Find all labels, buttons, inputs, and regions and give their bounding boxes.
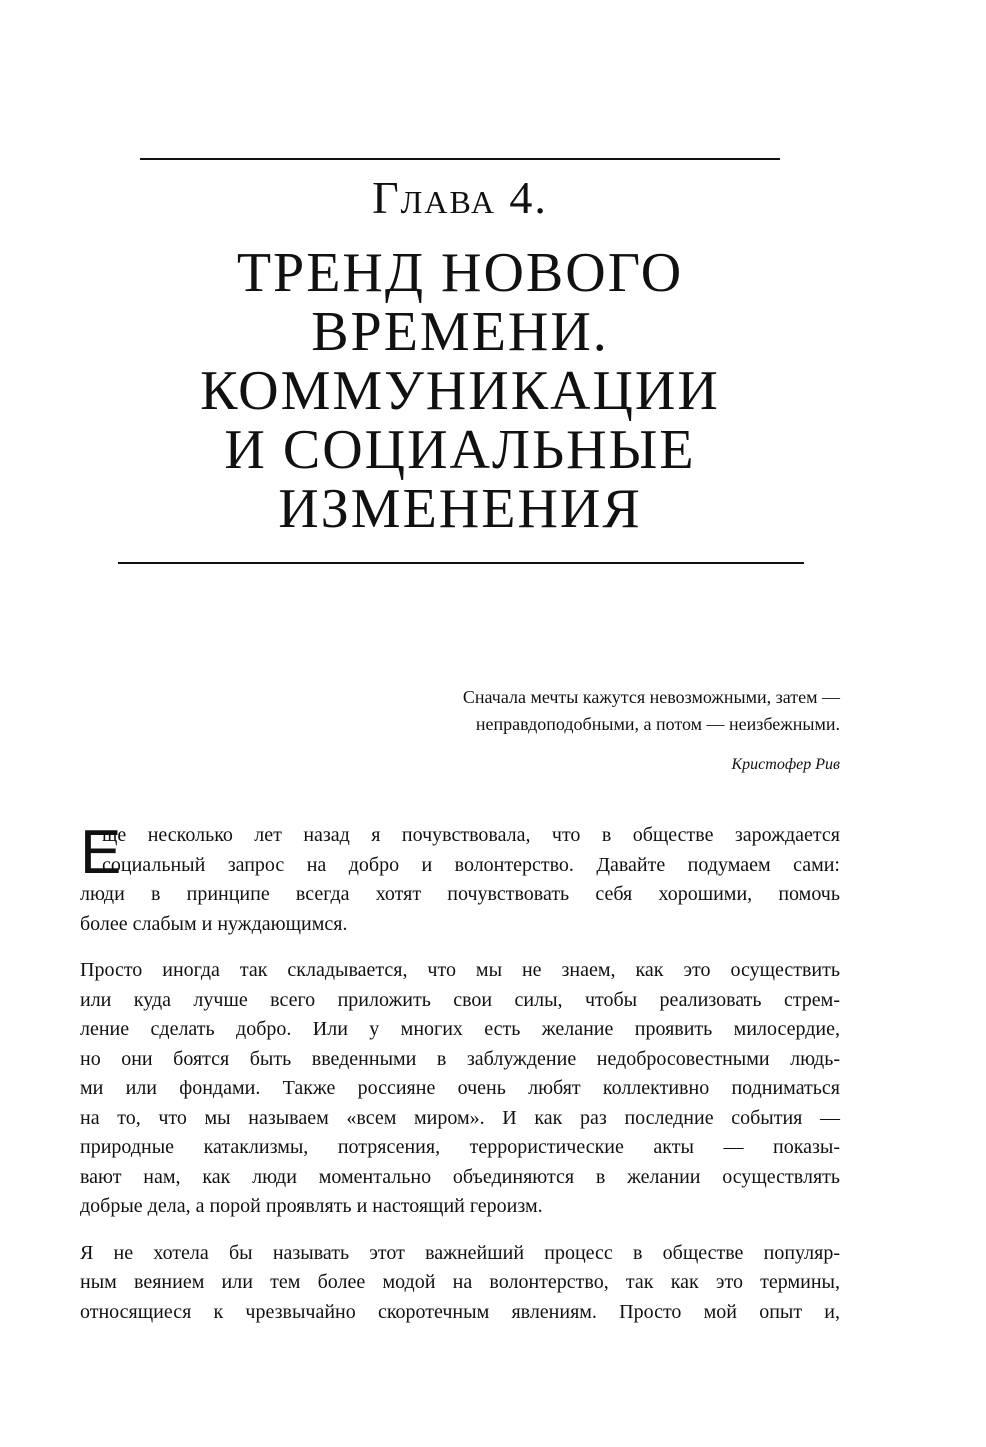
body-text [80, 818, 840, 1344]
chapter-title-line: ИЗМЕНЕНИЯ [278, 478, 642, 540]
paragraph-line: относящиеся к чрезвычайно скоротечным явлениям. Просто мой опыт и, [80, 1300, 840, 1323]
epigraph-line: неправдоподобными, а потом — неизбежными. [475, 714, 840, 734]
paragraph-line: люди в принципе всегда хотят почувствовать себя хорошими, помочь [80, 883, 840, 905]
paragraph [80, 1239, 840, 1328]
paragraph-line: более слабым и нуждающимся. [80, 912, 348, 935]
paragraph-line: Просто иногда так складывается, что мы не знаем, как это осуществить [80, 959, 840, 981]
epigraph-line: Сначала мечты кажутся невозможными, затем — [462, 687, 840, 707]
chapter-label: Глава 4. [372, 172, 548, 223]
chapter-title-line: КОММУНИКАЦИИ [200, 360, 720, 422]
paragraph-line: или куда лучше всего приложить свои силы, чтобы реализовать стрем- [80, 988, 840, 1011]
epigraph-author: Кристофер Рив [731, 756, 840, 773]
paragraph [80, 818, 840, 939]
paragraph-line: ми или фондами. Также россияне очень любят коллективно подниматься [80, 1077, 840, 1099]
paragraph-line: социальный запрос на добро и волонтерство. Давайте подумаем сами: [102, 853, 840, 876]
chapter-title [110, 244, 810, 539]
epigraph [280, 684, 840, 738]
chapter-bottom-rule [118, 562, 804, 564]
paragraph-line: ще несколько лет назад я почувствовала, что в обществе зарождается [102, 824, 840, 846]
paragraph-line: на то, что мы называем «всем миром». И как раз последние события — [80, 1106, 840, 1129]
paragraph-line: добрые дела, а порой проявлять и настоящий героизм. [80, 1195, 543, 1217]
chapter-title-line: И СОЦИАЛЬНЫЕ [224, 419, 696, 481]
paragraph-line: природные катаклизмы, потрясения, террористические акты — показы- [80, 1136, 840, 1158]
chapter-title-line: ТРЕНД НОВОГО [236, 242, 684, 304]
chapter-top-rule [140, 158, 780, 160]
paragraph-line: но они боятся быть введенными в заблуждение недобросовестными людь- [80, 1047, 840, 1070]
paragraph-line: ление сделать добро. Или у многих есть желание проявить милосердие, [80, 1018, 840, 1040]
paragraph-line: Я не хотела бы называть этот важнейший процесс в обществе популяр- [80, 1241, 840, 1264]
paragraph-line: ным веянием или тем более модой на волонтерство, так как это термины, [80, 1271, 840, 1293]
drop-cap: Е [80, 818, 122, 887]
paragraph [80, 956, 840, 1222]
paragraph-line: вают нам, как люди моментально объединяются в желании осуществлять [80, 1165, 840, 1188]
chapter-title-line: ВРЕМЕНИ. [311, 301, 609, 363]
